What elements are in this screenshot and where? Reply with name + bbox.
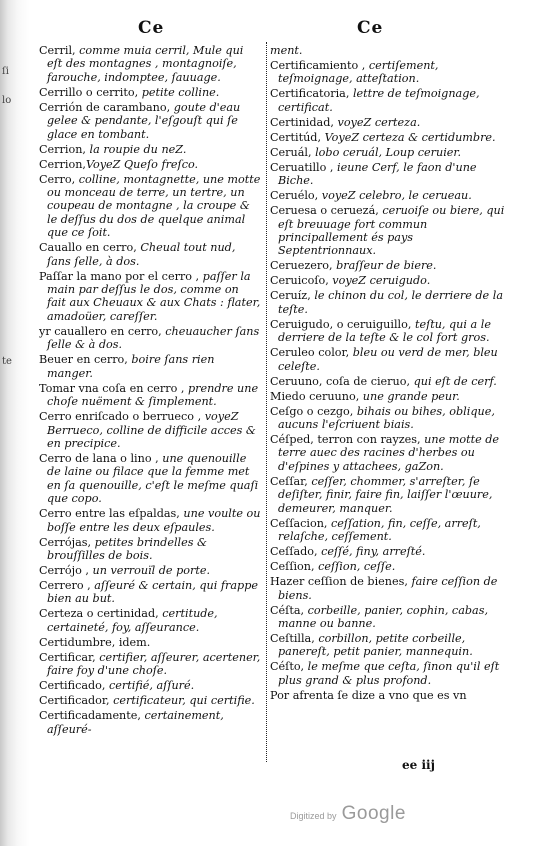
entry-headword: Certitúd,	[270, 130, 322, 144]
dictionary-entry	[270, 87, 510, 114]
entry-translation: le chinon du col, le derriere de la teſte.	[278, 289, 503, 316]
dictionary-entry	[39, 173, 261, 240]
entry-headword: Certificador,	[39, 694, 110, 708]
dictionary-entry	[39, 158, 261, 171]
entry-translation: goute d'eau gelee & pendante, l'eſgouſt qui ſe glace en tombant.	[47, 100, 241, 141]
margin-fragment: te	[2, 356, 12, 367]
column-divider	[266, 42, 267, 762]
entry-translation: voyeZ certeza.	[333, 115, 421, 129]
watermark-logo: Google	[341, 803, 406, 824]
entry-headword: Cerrójas,	[39, 535, 92, 549]
entry-translation: lettre de teſmoignage, certificat.	[278, 87, 480, 114]
entry-translation: faire ceſſion de biens.	[278, 575, 498, 602]
entry-headword: Cerrillo o cerrito,	[39, 85, 139, 99]
entry-translation: teſtu, qui a le derriere de la teſte & le col fort gros.	[278, 317, 491, 345]
dictionary-entry	[39, 410, 261, 450]
entry-translation: ceruoiſe ou biere, qui eſt breuuage fort commun principallement és pays Septentrionnaux.	[278, 204, 505, 258]
entry-translation: boire ſans rien manger.	[47, 353, 215, 380]
entry-headword: Céſped, terron con rayzes,	[270, 433, 421, 447]
dictionary-entry	[270, 189, 510, 202]
entry-headword: Ceſtilla,	[270, 631, 315, 645]
dictionary-entry	[270, 318, 510, 345]
entry-headword: Céſto,	[270, 660, 305, 674]
entry-translation: corbeille, panier, cophin, cabas, manne ou banne.	[278, 603, 488, 630]
margin-fragment: ſi	[2, 66, 9, 77]
dictionary-entry	[270, 632, 510, 659]
dictionary-entry	[270, 131, 510, 144]
entry-headword: Cerril,	[39, 44, 76, 57]
entry-translation: une quenouille de laine ou filace que la femme met en ſa quenouille, c'eſt le meſme quaſi que copo.	[47, 451, 259, 506]
entry-translation: lobo ceruál, Loup ceruier.	[311, 145, 462, 159]
dictionary-entry	[39, 507, 261, 534]
entry-translation: certifier, aſſeurer, acertener, faire foy d'une choſe.	[47, 650, 261, 678]
entry-headword: Ceruleo color,	[270, 346, 350, 360]
dictionary-entry	[270, 274, 510, 287]
entry-headword: Ceruigudo, o ceruiguillo,	[270, 317, 412, 331]
entry-translation: certitude, certaineté, foy, aſſeurance.	[47, 607, 218, 634]
entry-translation: ieune Cerf, le faon d'une Biche.	[278, 160, 477, 188]
entry-headword: Cerro entre las eſpaldas,	[39, 507, 180, 521]
entry-translation: voyeZ Berrueco, colline de difficile acces & en precipice.	[47, 410, 256, 450]
dictionary-entry	[270, 204, 510, 258]
entry-translation: ceſſer, chommer, s'arreſter, ſe deſiſter, finir, faire fin, laiſſer l'œuure, demeurer, manquer.	[278, 474, 493, 515]
google-watermark	[290, 803, 406, 825]
dictionary-entry	[39, 694, 261, 707]
entry-headword: Cerrero ,	[39, 578, 91, 592]
dictionary-entry	[39, 353, 261, 380]
dictionary-entry	[39, 44, 261, 84]
entry-headword: Ceruál,	[270, 145, 312, 159]
entry-translation: qui eſt de cerf.	[410, 374, 497, 388]
dictionary-entry	[39, 143, 261, 156]
entry-headword: Cerro enriſcado o berrueco ,	[39, 410, 202, 424]
entry-headword: Ceſſion,	[270, 560, 315, 574]
entry-translation: bihais ou bihes, oblique, aucuns l'eſcriuent biais.	[278, 404, 495, 432]
entry-headword: Ceruuno, coſa de cieruo,	[270, 374, 411, 388]
dictionary-entry	[39, 709, 261, 736]
dictionary-entry	[270, 375, 510, 388]
dictionary-entry	[39, 607, 261, 634]
entry-translation: petites brindelles & brouſſilles de bois.	[47, 535, 207, 562]
dictionary-entry	[270, 475, 510, 515]
entry-headword: Ceruélo,	[270, 189, 319, 203]
dictionary-entry	[270, 575, 510, 602]
entry-headword: Ceſſado,	[270, 545, 318, 559]
entry-translation: une voulte ou boſſe entre les deux eſpaules.	[47, 507, 261, 534]
entry-translation: une grande peur.	[359, 389, 460, 403]
margin-fragment: lo	[2, 95, 12, 106]
entry-headword: Por afrenta ſe dize a vno que es vn	[270, 688, 467, 702]
entry-headword: Ceruatillo ,	[270, 160, 334, 174]
entry-headword: Ceſſacion,	[270, 516, 328, 530]
dictionary-entry	[39, 241, 261, 268]
entry-translation: aſſeuré & certain, qui frappe bien au but.	[47, 578, 258, 606]
catchword: ee iij	[402, 758, 435, 772]
dictionary-entry	[270, 545, 510, 558]
dictionary-entry	[39, 325, 261, 352]
entry-headword: Cerro,	[39, 172, 76, 186]
entry-translation: braſſeur de biere.	[332, 259, 437, 273]
entry-headword: Cerrión de carambano,	[39, 100, 171, 114]
right-column	[270, 44, 510, 704]
entry-translation: ceſſation, fin, ceſſe, arreſt, relaſche, ceſſement.	[278, 516, 481, 544]
entry-headword: Certeza o certinidad,	[39, 607, 159, 621]
dictionary-entry	[39, 382, 261, 409]
dictionary-entry	[39, 536, 261, 563]
dictionary-entry	[270, 433, 510, 473]
entry-translation: une motte de terre auec des racines d'herbes ou d'eſpines y attachees, gaZon.	[278, 433, 500, 473]
entry-translation: la roupie du neZ.	[85, 142, 187, 156]
entry-translation: paſſer la main par deſſus le dos, comme on fait aux Cheuaux & aux Chats : flater, amadoüer, careſſer.	[47, 269, 261, 323]
entry-headword: Certidumbre, idem.	[39, 635, 151, 649]
entry-headword: Ceruezero,	[270, 259, 333, 273]
dictionary-entry	[270, 59, 510, 86]
entry-translation: un verrouïl de porte.	[88, 563, 211, 577]
entry-headword: Cerrion,	[39, 142, 86, 156]
dictionary-entry	[270, 161, 510, 188]
dictionary-entry	[270, 560, 510, 573]
dictionary-entry	[39, 564, 261, 577]
entry-headword: Ceſgo o cezgo,	[270, 404, 354, 418]
dictionary-entry	[270, 289, 510, 316]
dictionary-entry	[270, 346, 510, 373]
entry-translation: VoyeZ Queſo freſco.	[85, 157, 199, 171]
entry-translation: voyeZ celebro, le cerueau.	[318, 189, 472, 203]
entry-headword: yr cauallero en cerro,	[39, 324, 162, 338]
dictionary-entry	[270, 604, 510, 631]
entry-translation: certiſement, teſmoignage, atteſtation.	[278, 59, 439, 86]
entry-translation: cheuaucher ſans ſelle & à dos.	[47, 324, 260, 352]
entry-headword: Ceruesa o ceruezá,	[270, 204, 379, 218]
entry-headword: Certificamiento ,	[270, 59, 366, 72]
dictionary-entry	[39, 101, 261, 141]
entry-headword: Cerro de lana o lino ,	[39, 451, 159, 465]
entry-translation: comme muia cerril, Mule qui eſt des montagnes , montagnoiſe, farouche, indomptee, ſauuage.	[47, 44, 244, 84]
dictionary-entry	[39, 679, 261, 692]
dictionary-entry	[270, 689, 510, 702]
running-head-left: Ce	[138, 18, 165, 38]
dictionary-entry	[270, 660, 510, 687]
entry-headword: Ceruicoſo,	[270, 274, 329, 288]
entry-headword: Cauallo en cerro,	[39, 241, 137, 255]
entry-translation: corbillon, petite corbeille, panereſt, petit panier, mannequin.	[278, 631, 473, 659]
dictionary-entry	[270, 146, 510, 159]
entry-headword: Certificar,	[39, 650, 96, 664]
dictionary-entry	[39, 579, 261, 606]
entry-headword: Beuer en cerro,	[39, 353, 128, 367]
entry-translation: colline, montagnette, une motte ou monceau de terre, un tertre, un coupeau de montagne , la croupe & le deſſus du dos de quelque animal que ce ſoit.	[47, 172, 261, 240]
entry-headword: Certinidad,	[270, 115, 334, 129]
entry-headword: Ceruíz,	[270, 289, 311, 303]
entry-translation: le meſme que ceſta, ſinon qu'il eſt plus grand & plus profond.	[278, 660, 500, 687]
dictionary-entry	[39, 270, 261, 324]
entry-translation: voyeZ ceruigudo.	[328, 274, 431, 288]
entry-translation: ceſſé, finy, arreſté.	[317, 545, 426, 559]
dictionary-entry	[270, 116, 510, 129]
entry-translation: certificateur, qui certifie.	[109, 694, 255, 708]
entry-headword: Cerrójo ,	[39, 563, 89, 577]
dictionary-entry	[270, 390, 510, 403]
dictionary-entry	[270, 44, 510, 57]
entry-headword: Cerrion,	[39, 157, 86, 171]
entry-translation: VoyeZ certeza & certidumbre.	[321, 130, 496, 144]
book-spine-shadow	[0, 0, 30, 846]
left-column	[39, 44, 261, 738]
entry-translation: petite colline.	[138, 85, 220, 99]
entry-translation: bleu ou verd de mer, bleu celeſte.	[278, 346, 498, 373]
dictionary-entry	[39, 452, 261, 506]
entry-headword: Hazer ceſſion de bienes,	[270, 575, 408, 589]
entry-translation: certainement, aſſeuré-	[47, 709, 224, 736]
dictionary-entry	[270, 259, 510, 272]
entry-headword: Certificadamente,	[39, 709, 141, 723]
entry-translation: prendre une choſe nuëment & ſimplement.	[47, 381, 259, 409]
entry-headword: Tomar vna coſa en cerro ,	[39, 381, 185, 395]
entry-translation: ceſſion, ceſſe.	[314, 560, 396, 574]
dictionary-entry	[39, 86, 261, 99]
entry-headword: Paſſar la mano por el cerro ,	[39, 269, 200, 283]
entry-headword: Certificatoria,	[270, 87, 350, 101]
entry-headword: Céſta,	[270, 603, 305, 617]
running-head-right: Ce	[357, 18, 384, 38]
entry-translation: ment.	[270, 44, 303, 57]
entry-headword: Certificado,	[39, 679, 106, 693]
entry-translation: Cheual tout nud, ſans ſelle, à dos.	[47, 241, 236, 268]
entry-translation: certifié, aſſuré.	[105, 679, 195, 693]
dictionary-entry	[270, 517, 510, 544]
watermark-prefix: Digitized by	[290, 811, 337, 821]
dictionary-entry	[39, 651, 261, 678]
dictionary-entry	[270, 405, 510, 432]
entry-headword: Ceſſar,	[270, 474, 308, 488]
dictionary-entry	[39, 636, 261, 649]
entry-headword: Miedo ceruuno,	[270, 389, 360, 403]
